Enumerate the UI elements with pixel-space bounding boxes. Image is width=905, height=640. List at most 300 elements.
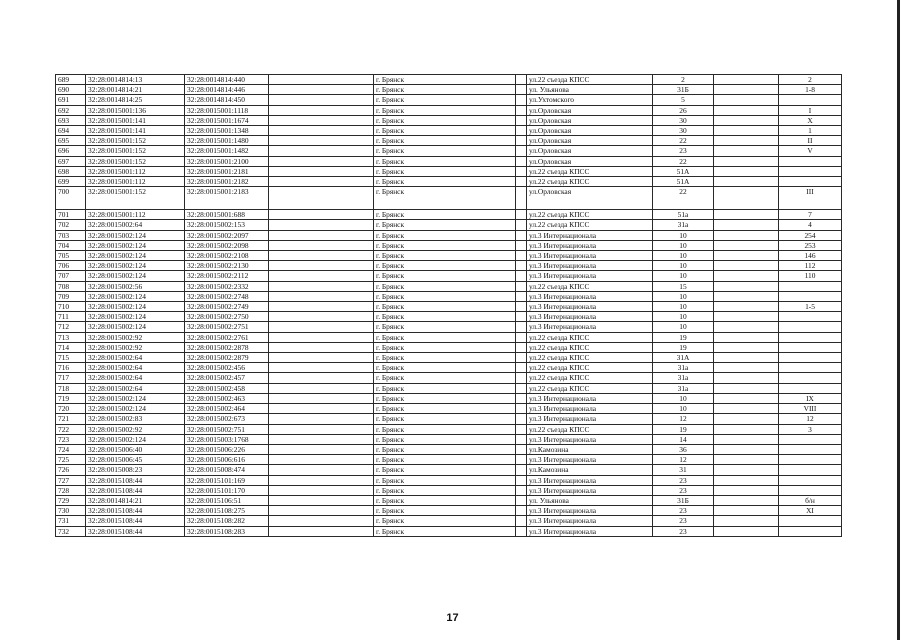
house-number-cell: 22 [653,136,714,146]
parcel-cadastral-cell: 32:28:0015002:64 [86,373,185,383]
object-cadastral-cell: 32:28:0015001:2100 [185,156,269,166]
object-cadastral-cell: 32:28:0015001:1674 [185,115,269,125]
blank-cell [516,485,527,495]
blank-cell [714,261,779,271]
blank-cell [516,393,527,403]
city-cell: г. Брянск [374,95,516,105]
blank-cell [269,363,374,373]
object-cadastral-cell: 32:28:0015108:275 [185,506,269,516]
registry-table-body [56,75,842,537]
blank-cell [269,261,374,271]
blank-cell [714,373,779,383]
parcel-cadastral-cell: 32:28:0015002:64 [86,363,185,373]
house-number-cell: 23 [653,526,714,536]
parcel-cadastral-cell: 32:28:0015002:124 [86,230,185,240]
object-cadastral-cell: 32:28:0015108:283 [185,526,269,536]
apartment-cell: 254 [779,230,842,240]
row-number-cell: 720 [56,404,86,414]
blank-cell [714,353,779,363]
blank-cell [269,393,374,403]
row-number-cell: 710 [56,302,86,312]
city-cell: г. Брянск [374,271,516,281]
blank-cell [269,240,374,250]
street-cell: ул.3 Интернационала [527,475,653,485]
row-number-cell: 726 [56,465,86,475]
blank-cell [516,291,527,301]
street-cell: ул.Орловская [527,105,653,115]
table-row [56,526,842,536]
blank-cell [516,322,527,332]
blank-cell [714,475,779,485]
blank-cell [714,383,779,393]
table-row [56,230,842,240]
object-cadastral-cell: 32:28:0015002:751 [185,424,269,434]
city-cell: г. Брянск [374,322,516,332]
table-row [56,312,842,322]
city-cell: г. Брянск [374,373,516,383]
apartment-cell: 1-5 [779,302,842,312]
table-row [56,495,842,505]
blank-cell [714,136,779,146]
house-number-cell: 10 [653,322,714,332]
street-cell: ул.22 съезда КПСС [527,75,653,85]
street-cell: ул.3 Интернационала [527,526,653,536]
street-cell: ул.22 съезда КПСС [527,373,653,383]
apartment-cell: 1 [779,126,842,136]
table-row [56,261,842,271]
blank-cell [269,156,374,166]
parcel-cadastral-cell: 32:28:0015002:124 [86,404,185,414]
blank-cell [714,95,779,105]
table-row [56,393,842,403]
table-row [56,166,842,176]
city-cell: г. Брянск [374,220,516,230]
row-number-cell: 705 [56,251,86,261]
blank-cell [269,322,374,332]
registry-table [55,74,842,537]
row-number-cell: 695 [56,136,86,146]
object-cadastral-cell: 32:28:0015001:688 [185,210,269,220]
blank-cell [269,251,374,261]
table-row [56,465,842,475]
table-row [56,146,842,156]
blank-cell [269,455,374,465]
city-cell: г. Брянск [374,455,516,465]
house-number-cell: 10 [653,393,714,403]
row-number-cell: 729 [56,495,86,505]
row-number-cell: 706 [56,261,86,271]
object-cadastral-cell: 32:28:0015106:51 [185,495,269,505]
street-cell: ул.22 съезда КПСС [527,383,653,393]
house-number-cell: 36 [653,444,714,454]
house-number-cell: 10 [653,251,714,261]
table-row [56,177,842,187]
street-cell: ул.3 Интернационала [527,322,653,332]
street-cell: ул.3 Интернационала [527,393,653,403]
row-number-cell: 725 [56,455,86,465]
table-row [56,105,842,115]
blank-cell [714,414,779,424]
street-cell: ул.Орловская [527,187,653,210]
blank-cell [714,240,779,250]
row-number-cell: 722 [56,424,86,434]
blank-cell [516,516,527,526]
blank-cell [516,302,527,312]
house-number-cell: 10 [653,312,714,322]
row-number-cell: 716 [56,363,86,373]
blank-cell [714,187,779,210]
house-number-cell: 22 [653,187,714,210]
blank-cell [269,126,374,136]
blank-cell [516,373,527,383]
blank-cell [516,475,527,485]
blank-cell [269,353,374,363]
blank-cell [516,105,527,115]
table-row [56,156,842,166]
house-number-cell: 10 [653,240,714,250]
blank-cell [516,312,527,322]
object-cadastral-cell: 32:28:0014814:446 [185,85,269,95]
row-number-cell: 698 [56,166,86,176]
blank-cell [516,383,527,393]
table-row [56,506,842,516]
apartment-cell: VIII [779,404,842,414]
row-number-cell: 732 [56,526,86,536]
apartment-cell [779,485,842,495]
house-number-cell: 2 [653,75,714,85]
blank-cell [269,332,374,342]
parcel-cadastral-cell: 32:28:0015002:92 [86,332,185,342]
city-cell: г. Брянск [374,210,516,220]
object-cadastral-cell: 32:28:0015101:169 [185,475,269,485]
table-row [56,424,842,434]
object-cadastral-cell: 32:28:0015001:2181 [185,166,269,176]
house-number-cell: 30 [653,115,714,125]
city-cell: г. Брянск [374,177,516,187]
object-cadastral-cell: 32:28:0015002:458 [185,383,269,393]
apartment-cell [779,281,842,291]
object-cadastral-cell: 32:28:0015101:170 [185,485,269,495]
table-row [56,251,842,261]
row-number-cell: 721 [56,414,86,424]
parcel-cadastral-cell: 32:28:0015001:152 [86,187,185,210]
row-number-cell: 696 [56,146,86,156]
house-number-cell: 10 [653,271,714,281]
parcel-cadastral-cell: 32:28:0015006:45 [86,455,185,465]
table-row [56,95,842,105]
apartment-cell [779,373,842,383]
parcel-cadastral-cell: 32:28:0015002:124 [86,312,185,322]
blank-cell [269,475,374,485]
city-cell: г. Брянск [374,475,516,485]
row-number-cell: 700 [56,187,86,210]
parcel-cadastral-cell: 32:28:0015001:112 [86,177,185,187]
row-number-cell: 701 [56,210,86,220]
house-number-cell: 15 [653,281,714,291]
blank-cell [516,156,527,166]
table-row [56,444,842,454]
street-cell: ул.22 съезда КПСС [527,424,653,434]
city-cell: г. Брянск [374,302,516,312]
parcel-cadastral-cell: 32:28:0015002:64 [86,353,185,363]
blank-cell [516,126,527,136]
blank-cell [269,105,374,115]
city-cell: г. Брянск [374,240,516,250]
blank-cell [714,281,779,291]
blank-cell [269,383,374,393]
apartment-cell: 2 [779,75,842,85]
apartment-cell: 253 [779,240,842,250]
apartment-cell: б/н [779,495,842,505]
apartment-cell [779,475,842,485]
object-cadastral-cell: 32:28:0015003:1768 [185,434,269,444]
city-cell: г. Брянск [374,393,516,403]
parcel-cadastral-cell: 32:28:0014814:21 [86,85,185,95]
city-cell: г. Брянск [374,166,516,176]
parcel-cadastral-cell: 32:28:0015108:44 [86,506,185,516]
house-number-cell: 22 [653,156,714,166]
blank-cell [714,342,779,352]
table-row [56,220,842,230]
table-row [56,75,842,85]
apartment-cell: 3 [779,424,842,434]
blank-cell [516,220,527,230]
parcel-cadastral-cell: 32:28:0015108:44 [86,526,185,536]
blank-cell [269,271,374,281]
house-number-cell: 5 [653,95,714,105]
street-cell: ул.22 съезда КПСС [527,177,653,187]
row-number-cell: 714 [56,342,86,352]
street-cell: ул.22 съезда КПСС [527,353,653,363]
street-cell: ул.3 Интернационала [527,271,653,281]
city-cell: г. Брянск [374,404,516,414]
blank-cell [516,281,527,291]
apartment-cell: III [779,187,842,210]
blank-cell [516,444,527,454]
street-cell: ул.3 Интернационала [527,240,653,250]
parcel-cadastral-cell: 32:28:0015002:83 [86,414,185,424]
street-cell: ул. Ульянова [527,85,653,95]
city-cell: г. Брянск [374,251,516,261]
table-row [56,342,842,352]
object-cadastral-cell: 32:28:0015002:2130 [185,261,269,271]
street-cell: ул.22 съезда КПСС [527,342,653,352]
blank-cell [269,526,374,536]
blank-cell [516,210,527,220]
object-cadastral-cell: 32:28:0014814:450 [185,95,269,105]
row-number-cell: 708 [56,281,86,291]
street-cell: ул.3 Интернационала [527,230,653,240]
blank-cell [516,251,527,261]
apartment-cell: 12 [779,414,842,424]
parcel-cadastral-cell: 32:28:0015002:124 [86,271,185,281]
blank-cell [714,251,779,261]
city-cell: г. Брянск [374,136,516,146]
table-row [56,516,842,526]
street-cell: ул.Камозина [527,444,653,454]
blank-cell [714,485,779,495]
blank-cell [269,75,374,85]
blank-cell [516,455,527,465]
house-number-cell: 23 [653,516,714,526]
street-cell: ул.Орловская [527,146,653,156]
blank-cell [714,105,779,115]
blank-cell [269,414,374,424]
house-number-cell: 23 [653,485,714,495]
blank-cell [714,495,779,505]
blank-cell [516,414,527,424]
blank-cell [516,146,527,156]
blank-cell [714,363,779,373]
blank-cell [714,115,779,125]
object-cadastral-cell: 32:28:0015001:1482 [185,146,269,156]
table-row [56,126,842,136]
apartment-cell [779,526,842,536]
blank-cell [714,444,779,454]
blank-cell [269,485,374,495]
blank-cell [516,526,527,536]
blank-cell [269,115,374,125]
city-cell: г. Брянск [374,465,516,475]
page-edge-line [897,0,900,640]
table-row [56,353,842,363]
table-row [56,373,842,383]
house-number-cell: 23 [653,475,714,485]
street-cell: ул.Орловская [527,136,653,146]
parcel-cadastral-cell: 32:28:0014814:21 [86,495,185,505]
city-cell: г. Брянск [374,444,516,454]
object-cadastral-cell: 32:28:0015002:457 [185,373,269,383]
blank-cell [714,291,779,301]
row-number-cell: 713 [56,332,86,342]
row-number-cell: 699 [56,177,86,187]
blank-cell [714,271,779,281]
street-cell: ул.22 съезда КПСС [527,281,653,291]
street-cell: ул.22 съезда КПСС [527,363,653,373]
apartment-cell [779,177,842,187]
object-cadastral-cell: 32:28:0015006:226 [185,444,269,454]
house-number-cell: 19 [653,332,714,342]
parcel-cadastral-cell: 32:28:0015008:23 [86,465,185,475]
table-row [56,281,842,291]
row-number-cell: 703 [56,230,86,240]
house-number-cell: 31а [653,363,714,373]
table-row [56,485,842,495]
apartment-cell [779,465,842,475]
object-cadastral-cell: 32:28:0015108:282 [185,516,269,526]
parcel-cadastral-cell: 32:28:0015002:124 [86,240,185,250]
street-cell: ул.Орловская [527,126,653,136]
city-cell: г. Брянск [374,281,516,291]
blank-cell [516,353,527,363]
street-cell: ул. Ульянова [527,495,653,505]
blank-cell [516,363,527,373]
street-cell: ул.22 съезда КПСС [527,210,653,220]
house-number-cell: 31Б [653,85,714,95]
city-cell: г. Брянск [374,414,516,424]
table-row [56,404,842,414]
blank-cell [714,177,779,187]
house-number-cell: 31а [653,373,714,383]
blank-cell [714,312,779,322]
row-number-cell: 693 [56,115,86,125]
blank-cell [269,516,374,526]
object-cadastral-cell: 32:28:0015002:463 [185,393,269,403]
house-number-cell: 51А [653,166,714,176]
blank-cell [516,166,527,176]
blank-cell [269,373,374,383]
blank-cell [714,393,779,403]
apartment-cell: I [779,105,842,115]
street-cell: ул.3 Интернационала [527,434,653,444]
apartment-cell [779,342,842,352]
city-cell: г. Брянск [374,146,516,156]
row-number-cell: 692 [56,105,86,115]
city-cell: г. Брянск [374,261,516,271]
row-number-cell: 730 [56,506,86,516]
table-row [56,85,842,95]
street-cell: ул.3 Интернационала [527,404,653,414]
house-number-cell: 31А [653,353,714,363]
house-number-cell: 12 [653,414,714,424]
parcel-cadastral-cell: 32:28:0015108:44 [86,516,185,526]
apartment-cell [779,156,842,166]
house-number-cell: 23 [653,146,714,156]
blank-cell [714,506,779,516]
city-cell: г. Брянск [374,353,516,363]
street-cell: ул.22 съезда КПСС [527,332,653,342]
row-number-cell: 728 [56,485,86,495]
object-cadastral-cell: 32:28:0015001:1480 [185,136,269,146]
city-cell: г. Брянск [374,342,516,352]
city-cell: г. Брянск [374,485,516,495]
house-number-cell: 31а [653,383,714,393]
street-cell: ул.3 Интернационала [527,251,653,261]
blank-cell [516,434,527,444]
object-cadastral-cell: 32:28:0015002:2098 [185,240,269,250]
blank-cell [269,136,374,146]
object-cadastral-cell: 32:28:0015002:2112 [185,271,269,281]
parcel-cadastral-cell: 32:28:0015001:141 [86,115,185,125]
blank-cell [516,342,527,352]
house-number-cell: 10 [653,261,714,271]
apartment-cell [779,455,842,465]
parcel-cadastral-cell: 32:28:0015001:141 [86,126,185,136]
blank-cell [714,230,779,240]
object-cadastral-cell: 32:28:0015008:474 [185,465,269,475]
street-cell: ул.3 Интернационала [527,261,653,271]
row-number-cell: 717 [56,373,86,383]
blank-cell [714,75,779,85]
blank-cell [516,95,527,105]
object-cadastral-cell: 32:28:0015002:153 [185,220,269,230]
apartment-cell [779,353,842,363]
blank-cell [269,85,374,95]
blank-cell [516,506,527,516]
apartment-cell: 112 [779,261,842,271]
city-cell: г. Брянск [374,115,516,125]
row-number-cell: 689 [56,75,86,85]
street-cell: ул.3 Интернационала [527,506,653,516]
blank-cell [516,271,527,281]
apartment-cell [779,363,842,373]
apartment-cell [779,291,842,301]
blank-cell [516,495,527,505]
table-row [56,383,842,393]
object-cadastral-cell: 32:28:0015002:2108 [185,251,269,261]
object-cadastral-cell: 32:28:0015001:2182 [185,177,269,187]
parcel-cadastral-cell: 32:28:0015002:124 [86,261,185,271]
